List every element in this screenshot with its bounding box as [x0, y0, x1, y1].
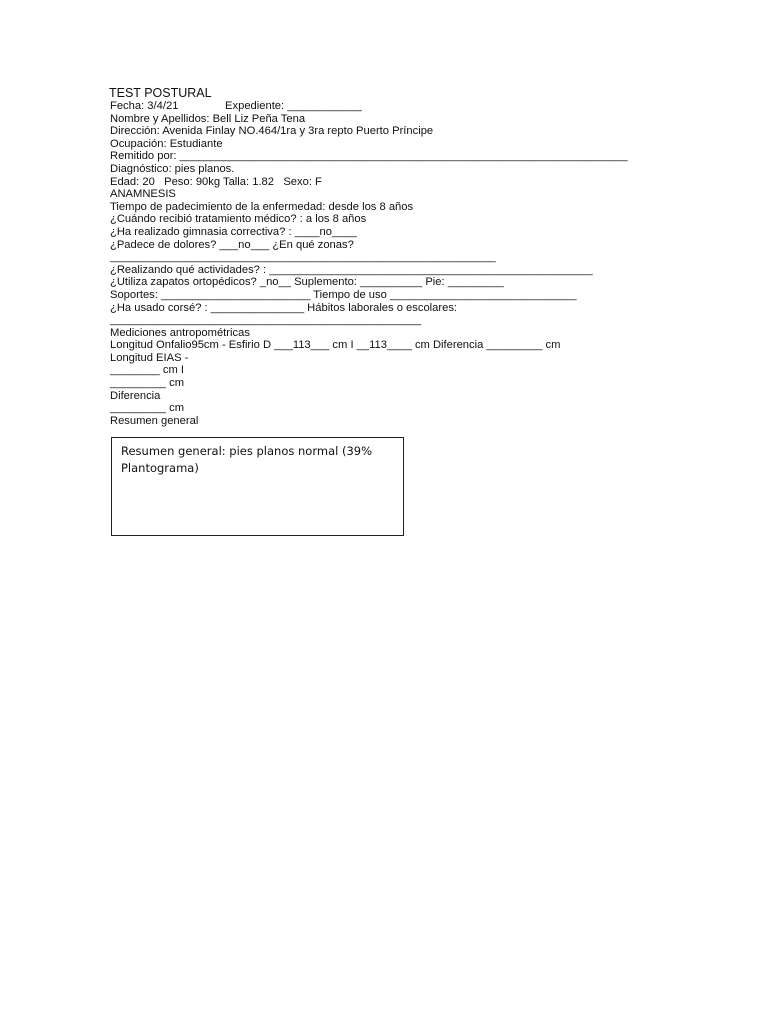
diferencia-cm-line: _________ cm: [110, 402, 185, 415]
remitido-line: Remitido por: ________________________________________________________________________: [110, 150, 628, 163]
edad-peso-talla-sexo-line: Edad: 20 Peso: 90kg Talla: 1.82 Sexo: F: [110, 175, 322, 188]
longitud-eias-line: Longitud EIAS -: [110, 351, 189, 364]
summary-box: [111, 437, 404, 536]
zapatos-ortopedicos-line: ¿Utiliza zapatos ortopédicos? _no__ Suplemento: __________ Pie: _________: [110, 276, 504, 289]
eias-cm-i-line: ________ cm I: [110, 364, 185, 377]
eias-cm-line: _________ cm: [110, 377, 185, 390]
direccion-line: Dirección: Avenida Finlay NO.464/1ra y 3ra repto Puerto Príncipe: [110, 125, 434, 138]
gimnasia-correctiva-line: ¿Ha realizado gimnasia correctiva? : ____no____: [110, 225, 357, 238]
ocupacion-line: Ocupación: Estudiante: [110, 137, 223, 150]
fecha-expediente-line: Fecha: 3/4/21 Expediente: ____________: [110, 100, 362, 112]
zonas-blank-line: ______________________________________________________________: [110, 251, 496, 264]
resumen-general-label: Resumen general: [110, 414, 199, 427]
anamnesis-heading: ANAMNESIS: [110, 188, 176, 201]
summary-text: Resumen general: pies planos normal (39% Plantograma): [121, 444, 373, 475]
mediciones-heading: Mediciones antropométricas: [110, 326, 250, 339]
nombre-line: Nombre y Apellidos: Bell Liz Peña Tena: [110, 112, 306, 125]
corse-line: ¿Ha usado corsé? : _______________ Hábitos laborales o escolares:: [110, 301, 458, 314]
actividades-line: ¿Realizando qué actividades? : ____________________________________________________: [110, 263, 593, 276]
diagnostico-line: Diagnóstico: pies planos.: [110, 162, 235, 175]
tratamiento-medico-line: ¿Cuándo recibió tratamiento médico? : a los 8 años: [110, 213, 367, 226]
document-body: [110, 86, 670, 427]
habitos-blank-line: __________________________________________________: [110, 314, 422, 327]
diferencia-label: Diferencia: [110, 389, 161, 402]
form-title: TEST POSTURAL: [109, 86, 212, 100]
dolores-line: ¿Padece de dolores? ___no___ ¿En qué zonas?: [110, 238, 354, 251]
tiempo-padecimiento-line: Tiempo de padecimiento de la enfermedad: desde los 8 años: [110, 200, 414, 213]
longitud-onfalio-line: Longitud Onfalio95cm - Esfirio D ___113___ cm I __113____ cm Diferencia _________ cm: [110, 339, 561, 352]
soportes-line: Soportes: ________________________ Tiempo de uso ______________________________: [110, 288, 577, 301]
